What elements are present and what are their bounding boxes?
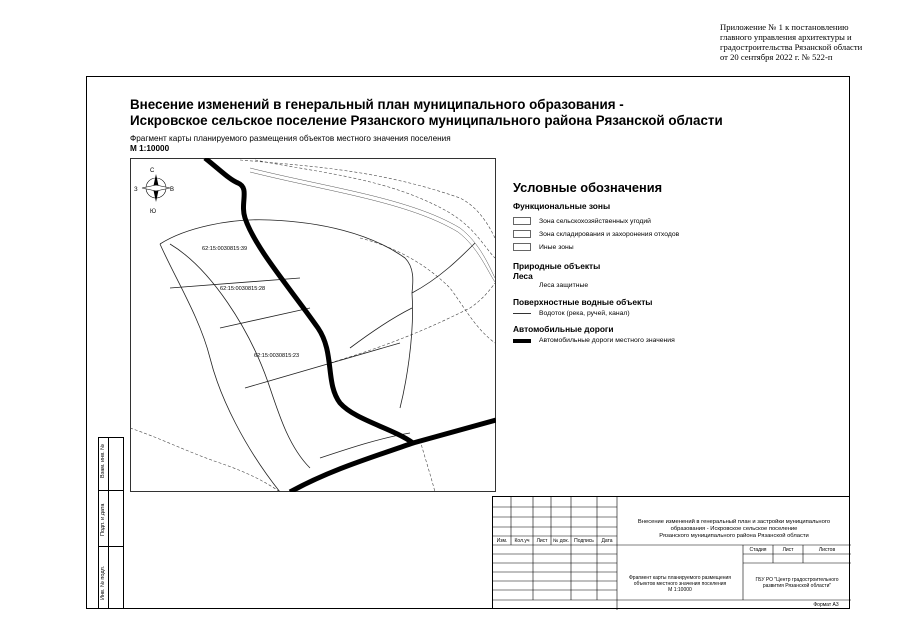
stamp-block — [492, 496, 850, 609]
stamp-col-label: Подпись — [574, 538, 594, 544]
watercourse — [250, 168, 495, 282]
page-title — [130, 97, 723, 129]
stamp-stage-header: Стадия — [749, 547, 767, 553]
stamp-stage-header: Листов — [818, 547, 836, 553]
stamp-col-label: № док. — [552, 538, 570, 544]
legend-title: Условные обозначения — [513, 180, 663, 195]
stamp-organization — [745, 577, 849, 589]
legend-item-road — [513, 337, 675, 344]
zone-swatch — [513, 243, 531, 251]
compass-icon — [142, 174, 170, 202]
legend-item-waste — [513, 230, 679, 238]
parcel-label: 62:15:0030815:28 — [220, 286, 266, 292]
parcel-lines — [160, 220, 475, 492]
legend-heading-zones: Функциональные зоны — [513, 201, 611, 211]
legend-item-label: Леса защитные — [539, 282, 589, 289]
water-line-swatch — [513, 313, 531, 314]
legend-item-forest — [539, 282, 588, 289]
header-note-line: главного управления архитектуры и — [720, 32, 852, 42]
left-strip — [98, 437, 124, 609]
legend-item-label: Зона складирования и захоронения отходов — [539, 230, 680, 238]
stamp-format: Формат А3 — [813, 602, 839, 608]
strip-divider — [99, 490, 123, 491]
legend-item-label: Иные зоны — [539, 243, 574, 251]
legend-item-water — [513, 310, 630, 317]
local-road-east — [413, 420, 496, 443]
stamp-org-line: развития Рязанской области" — [762, 583, 832, 589]
map-scale: М 1:10000 — [130, 144, 170, 153]
strip-label-replace: Взам. инв. № — [100, 443, 106, 478]
dashed-boundaries — [130, 160, 495, 492]
stamp-sheet-line: объектов местного значения поселения — [633, 581, 727, 587]
header-note-line: от 20 сентября 2022 г. № 522-п — [720, 52, 833, 62]
strip-label-inv: Инв. № подл. — [100, 565, 106, 600]
stamp-project-line: образования - Искровское сельское поселение — [670, 526, 798, 532]
legend-item-label: Автомобильные дороги местного значения — [539, 337, 675, 344]
road-line-swatch — [513, 339, 531, 343]
header-note — [720, 22, 862, 62]
stamp-col-label: Дата — [601, 538, 613, 544]
stamp-col-label: Изм. — [496, 538, 508, 544]
compass-north: С — [150, 168, 155, 174]
parcel-label: 62:15:0030815:39 — [202, 246, 248, 252]
zone-swatch — [513, 230, 531, 238]
legend-item-other — [513, 243, 574, 251]
map-subtitle: Фрагмент карты планируемого размещения объектов местного значения поселения — [130, 134, 451, 143]
strip-divider — [99, 546, 123, 547]
parcel-label: 62:15:0030815:23 — [254, 353, 300, 359]
stamp-col-label: Лист — [536, 538, 548, 544]
legend-heading-roads: Автомобильные дороги — [513, 324, 614, 334]
legend-item-label: Водоток (река, ручей, канал) — [539, 310, 630, 317]
legend-heading-water: Поверхностные водные объекты — [513, 297, 653, 307]
legend-item-agri — [513, 217, 651, 225]
map-fragment — [130, 158, 496, 492]
stamp-sheet-name — [619, 575, 741, 593]
strip-divider — [108, 438, 109, 608]
stamp-project-line: Внесение изменений в генеральный план и застройки муниципального — [637, 519, 831, 525]
stamp-project-title — [619, 519, 849, 540]
stamp-sheet-line: М 1:10000 — [668, 587, 692, 593]
stamp-grid — [493, 497, 851, 610]
stamp-project-line: Рязанского муниципального района Рязанской области — [659, 533, 809, 539]
page-title-line: Искровское сельское поселение Рязанского муниципального района Рязанской области — [130, 113, 723, 128]
map-drawing — [130, 158, 496, 492]
compass-east: В — [170, 187, 175, 193]
zone-swatch — [513, 217, 531, 225]
stamp-col-label: Кол.уч — [514, 538, 530, 544]
stamp-org-line: ГБУ РО "Центр градостроительного — [755, 577, 839, 583]
header-note-line: градостроительства Рязанской области — [720, 42, 863, 52]
legend-heading-natural: Природные объекты — [513, 261, 601, 271]
page-title-line: Внесение изменений в генеральный план муниципального образования - — [130, 97, 624, 112]
local-road — [205, 158, 413, 492]
stamp-sheet-line: Фрагмент карты планируемого размещения — [629, 575, 731, 581]
compass-west: З — [134, 187, 138, 193]
strip-label-sign: Подп. и дата — [100, 503, 106, 536]
header-note-line: Приложение № 1 к постановлению — [720, 22, 849, 32]
legend-item-label: Зона сельскохозяйственных угодий — [539, 217, 651, 225]
legend-subheading-forest: Леса — [513, 271, 533, 281]
compass-south: Ю — [150, 209, 157, 215]
stamp-stage-header: Лист — [782, 547, 794, 553]
